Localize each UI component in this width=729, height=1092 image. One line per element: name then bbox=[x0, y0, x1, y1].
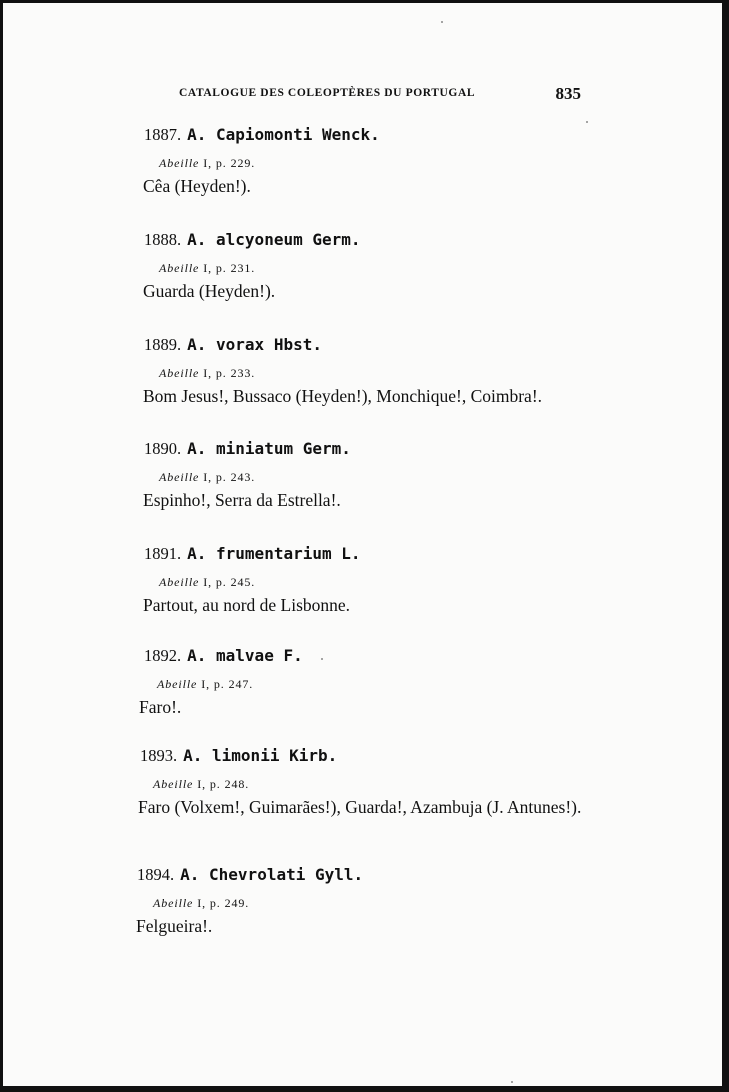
entry-number: 1891. bbox=[144, 544, 182, 563]
species-name: A. limonii Kirb. bbox=[183, 746, 338, 765]
entry-number: 1892. bbox=[144, 646, 182, 665]
scan-speck bbox=[321, 658, 323, 660]
scan-speck bbox=[441, 21, 443, 23]
localities: Felgueira!. bbox=[136, 916, 213, 936]
species-name: A. malvae F. bbox=[187, 646, 303, 665]
reference bbox=[153, 896, 249, 911]
entry-heading bbox=[144, 544, 361, 564]
entry-heading bbox=[140, 746, 337, 766]
entry-number: 1890. bbox=[144, 439, 182, 458]
species-name: A. alcyoneum Germ. bbox=[187, 230, 361, 249]
species-name: A. vorax Hbst. bbox=[187, 335, 322, 354]
reference-work: Abeille bbox=[159, 575, 200, 589]
species-name: A. Capiomonti Wenck. bbox=[187, 125, 380, 144]
reference-work: Abeille bbox=[159, 156, 200, 170]
entry-number: 1888. bbox=[144, 230, 182, 249]
page-header bbox=[179, 84, 589, 107]
reference-work: Abeille bbox=[153, 777, 194, 791]
reference bbox=[157, 677, 253, 692]
entry-number: 1887. bbox=[144, 125, 182, 144]
running-title: CATALOGUE DES COLEOPTÈRES DU PORTUGAL bbox=[179, 87, 476, 99]
reference bbox=[153, 777, 249, 792]
species-name: A. frumentarium L. bbox=[187, 544, 361, 563]
reference bbox=[159, 156, 255, 171]
reference-detail: I, p. 245. bbox=[199, 575, 256, 589]
localities: Faro (Volxem!, Guimarães!), Guarda!, Azambuja (J. Antunes!). bbox=[138, 797, 582, 817]
reference-work: Abeille bbox=[159, 470, 200, 484]
reference-work: Abeille bbox=[157, 677, 198, 691]
reference bbox=[159, 470, 255, 485]
reference bbox=[159, 261, 255, 276]
entry-heading bbox=[144, 439, 351, 459]
reference-detail: I, p. 231. bbox=[199, 261, 256, 275]
localities: Bom Jesus!, Bussaco (Heyden!), Monchique!, Coimbra!. bbox=[143, 386, 543, 406]
species-name: A. Chevrolati Gyll. bbox=[180, 865, 364, 884]
reference-work: Abeille bbox=[159, 261, 200, 275]
entry-number: 1894. bbox=[137, 865, 175, 884]
localities: Cêa (Heyden!). bbox=[143, 176, 251, 196]
localities: Guarda (Heyden!). bbox=[143, 281, 276, 301]
entry-heading bbox=[144, 646, 303, 666]
reference-work: Abeille bbox=[159, 366, 200, 380]
reference-work: Abeille bbox=[153, 896, 194, 910]
reference-detail: I, p. 247. bbox=[197, 677, 254, 691]
scan-speck bbox=[586, 121, 588, 123]
reference bbox=[159, 575, 255, 590]
entry-heading bbox=[137, 865, 363, 885]
localities: Faro!. bbox=[139, 697, 182, 717]
page-number: 835 bbox=[555, 84, 581, 103]
localities: Partout, au nord de Lisbonne. bbox=[143, 595, 351, 615]
entry-number: 1889. bbox=[144, 335, 182, 354]
entry-number: 1893. bbox=[140, 746, 178, 765]
entry-heading bbox=[144, 125, 380, 145]
reference bbox=[159, 366, 255, 381]
scan-speck bbox=[511, 1081, 513, 1083]
reference-detail: I, p. 243. bbox=[199, 470, 256, 484]
localities: Espinho!, Serra da Estrella!. bbox=[143, 490, 341, 510]
entry-heading bbox=[144, 230, 361, 250]
reference-detail: I, p. 249. bbox=[193, 896, 250, 910]
reference-detail: I, p. 229. bbox=[199, 156, 256, 170]
species-name: A. miniatum Germ. bbox=[187, 439, 351, 458]
reference-detail: I, p. 233. bbox=[199, 366, 256, 380]
reference-detail: I, p. 248. bbox=[193, 777, 250, 791]
entry-heading bbox=[144, 335, 322, 355]
